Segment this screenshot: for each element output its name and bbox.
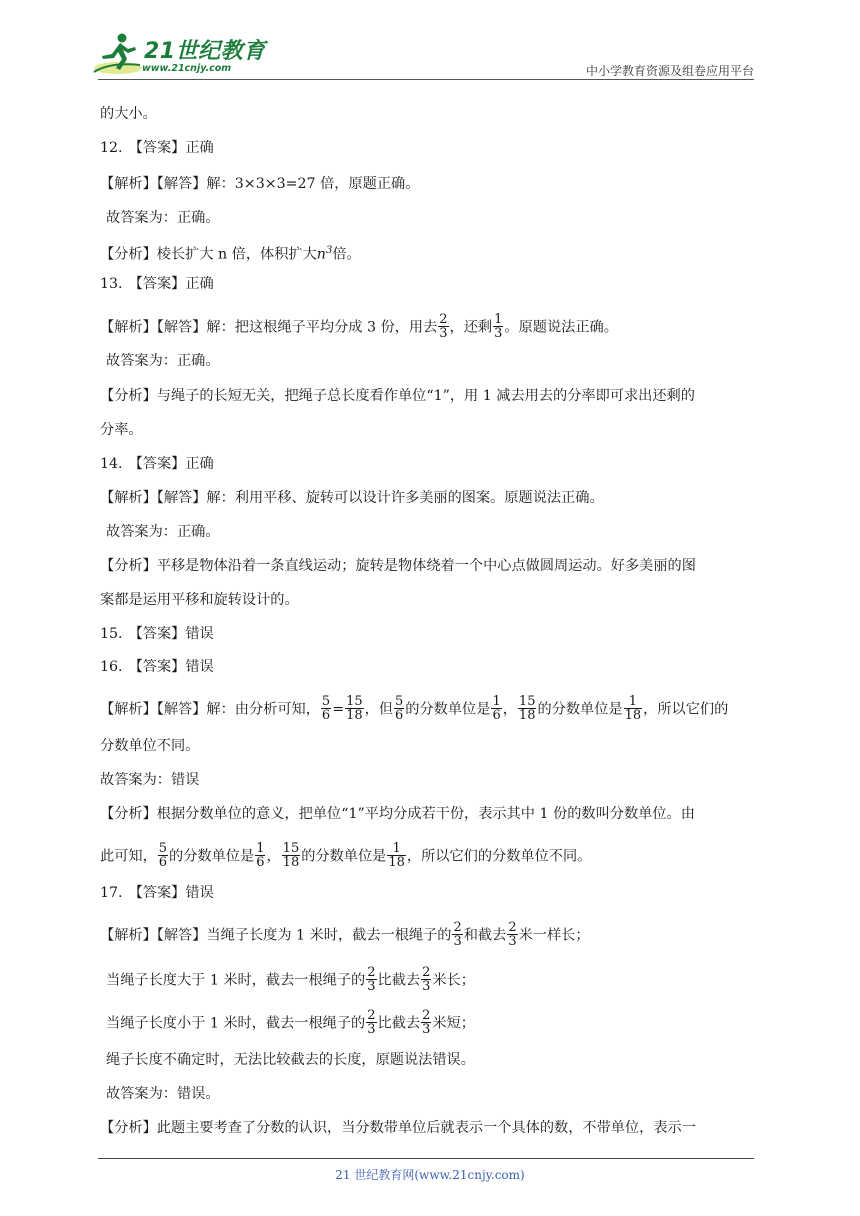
question-17-conclusion: 故答案为：错误。 xyxy=(106,1086,220,1102)
fraction: $\frac{2}{3}$ xyxy=(422,1008,431,1037)
fraction: $\frac{2}{3}$ xyxy=(453,920,462,949)
fraction: $\frac{15}{18}$ xyxy=(282,841,300,870)
fraction: $\frac{1}{6}$ xyxy=(492,694,501,723)
question-12-analysis: 【解析】【解答】解：3×3×3=27 倍，原题正确。 xyxy=(100,176,420,192)
fraction: $\frac{2}{3}$ xyxy=(422,965,431,994)
question-17-case-longer: 当绳子长度大于 1 米时，截去一根绳子的 $\frac{2}{3}$ 比截去 $\frac{2}{3}$ 米长； xyxy=(106,965,475,994)
question-16-analysis: 【解析】【解答】解：由分析可知， $\frac{5}{6}$ = $\frac{15}{18}$ ，但 $\frac{5}{6}$ 的分数单位是 $\frac{1}{6}$ ， $\frac{15}{18}$ 的分数单位是 $\frac{1}{18}$ ，所以它们的 xyxy=(100,694,729,723)
header-divider xyxy=(98,79,754,80)
fraction: $\frac{5}{6}$ xyxy=(321,694,331,723)
question-13-answer: 13. 【答案】正确 xyxy=(100,276,214,292)
fraction: $\frac{2}{3}$ xyxy=(367,1008,376,1037)
question-17-answer: 17. 【答案】错误 xyxy=(100,885,214,901)
footer-link[interactable]: 21 世纪教育网(www.21cnjy.com) xyxy=(335,1168,525,1182)
fraction: $\frac{5}{6}$ xyxy=(158,841,168,870)
fraction: $\frac{2}{3}$ xyxy=(439,312,448,341)
question-14-explanation-cont: 案都是运用平移和旋转设计的。 xyxy=(100,592,299,608)
fraction: $\frac{1}{3}$ xyxy=(494,312,503,341)
question-13-explanation: 【分析】与绳子的长短无关，把绳子总长度看作单位“1”，用 1 减去用去的分率即可求出还剩的 xyxy=(100,388,695,404)
fraction: $\frac{1}{6}$ xyxy=(256,841,265,870)
fraction: $\frac{5}{6}$ xyxy=(395,694,404,723)
question-17-case-unknown: 绳子长度不确定时，无法比较截去的长度，原题说法错误。 xyxy=(106,1052,475,1068)
question-16-analysis-cont: 分数单位不同。 xyxy=(100,738,200,754)
fraction: $\frac{15}{18}$ xyxy=(518,694,536,723)
question-14-explanation: 【分析】平移是物体沿着一条直线运动；旋转是物体绕着一个中心点做圆周运动。好多美丽的图 xyxy=(100,558,696,574)
question-13-explanation-cont: 分率。 xyxy=(100,422,143,438)
question-17-analysis: 【解析】【解答】当绳子长度为 1 米时，截去一根绳子的 $\frac{2}{3}$ 和截去 $\frac{2}{3}$ 米一样长； xyxy=(100,920,590,949)
question-14-conclusion: 故答案为：正确。 xyxy=(106,524,220,540)
fraction: $\frac{2}{3}$ xyxy=(508,920,517,949)
question-12-conclusion: 故答案为：正确。 xyxy=(106,210,220,226)
question-17-case-shorter: 当绳子长度小于 1 米时，截去一根绳子的 $\frac{2}{3}$ 比截去 $\frac{2}{3}$ 米短； xyxy=(106,1008,475,1037)
logo-name: 21世纪教育 xyxy=(144,39,266,64)
runner-logo-icon xyxy=(92,32,146,78)
logo-url: www.21cnjy.com xyxy=(142,63,232,74)
question-14-answer: 14. 【答案】正确 xyxy=(100,456,214,472)
question-14-analysis: 【解析】【解答】解：利用平移、旋转可以设计许多美丽的图案。原题说法正确。 xyxy=(100,490,604,506)
question-12-answer: 12. 【答案】正确 xyxy=(100,140,214,156)
page-header xyxy=(0,0,860,80)
footer-divider xyxy=(98,1158,754,1159)
question-15-answer: 15. 【答案】错误 xyxy=(100,626,214,642)
fraction: $\frac{1}{18}$ xyxy=(624,694,642,723)
logo xyxy=(92,32,266,80)
fraction: $\frac{15}{18}$ xyxy=(346,694,363,723)
text-line: 的大小。 xyxy=(100,106,157,122)
question-16-explanation: 【分析】根据分数单位的意义，把单位“1”平均分成若干份，表示其中 1 份的数叫分数单位。由 xyxy=(100,806,695,822)
fraction: $\frac{1}{18}$ xyxy=(388,841,405,870)
question-17-explanation: 【分析】此题主要考查了分数的认识，当分数带单位后就表示一个具体的数，不带单位，表示一 xyxy=(100,1120,696,1136)
question-13-analysis: 【解析】【解答】解：把这根绳子平均分成 3 份，用去 $\frac{2}{3}$ ，还剩 $\frac{1}{3}$ 。原题说法正确。 xyxy=(100,312,618,341)
question-16-conclusion: 故答案为：错误 xyxy=(100,772,200,788)
question-16-explanation-cont: 此可知， $\frac{5}{6}$ 的分数单位是 $\frac{1}{6}$ ， $\frac{15}{18}$ 的分数单位是 $\frac{1}{18}$ ，所以它们的分数单位不同。 xyxy=(100,841,592,870)
question-13-conclusion: 故答案为：正确。 xyxy=(106,353,220,369)
fraction: $\frac{2}{3}$ xyxy=(367,965,376,994)
header-tagline: 中小学教育资源及组卷应用平台 xyxy=(585,64,754,78)
question-12-explanation: 【分析】棱长扩大 n 倍，体积扩大$n^3$倍。 xyxy=(100,245,361,263)
question-16-answer: 16. 【答案】错误 xyxy=(100,659,214,675)
